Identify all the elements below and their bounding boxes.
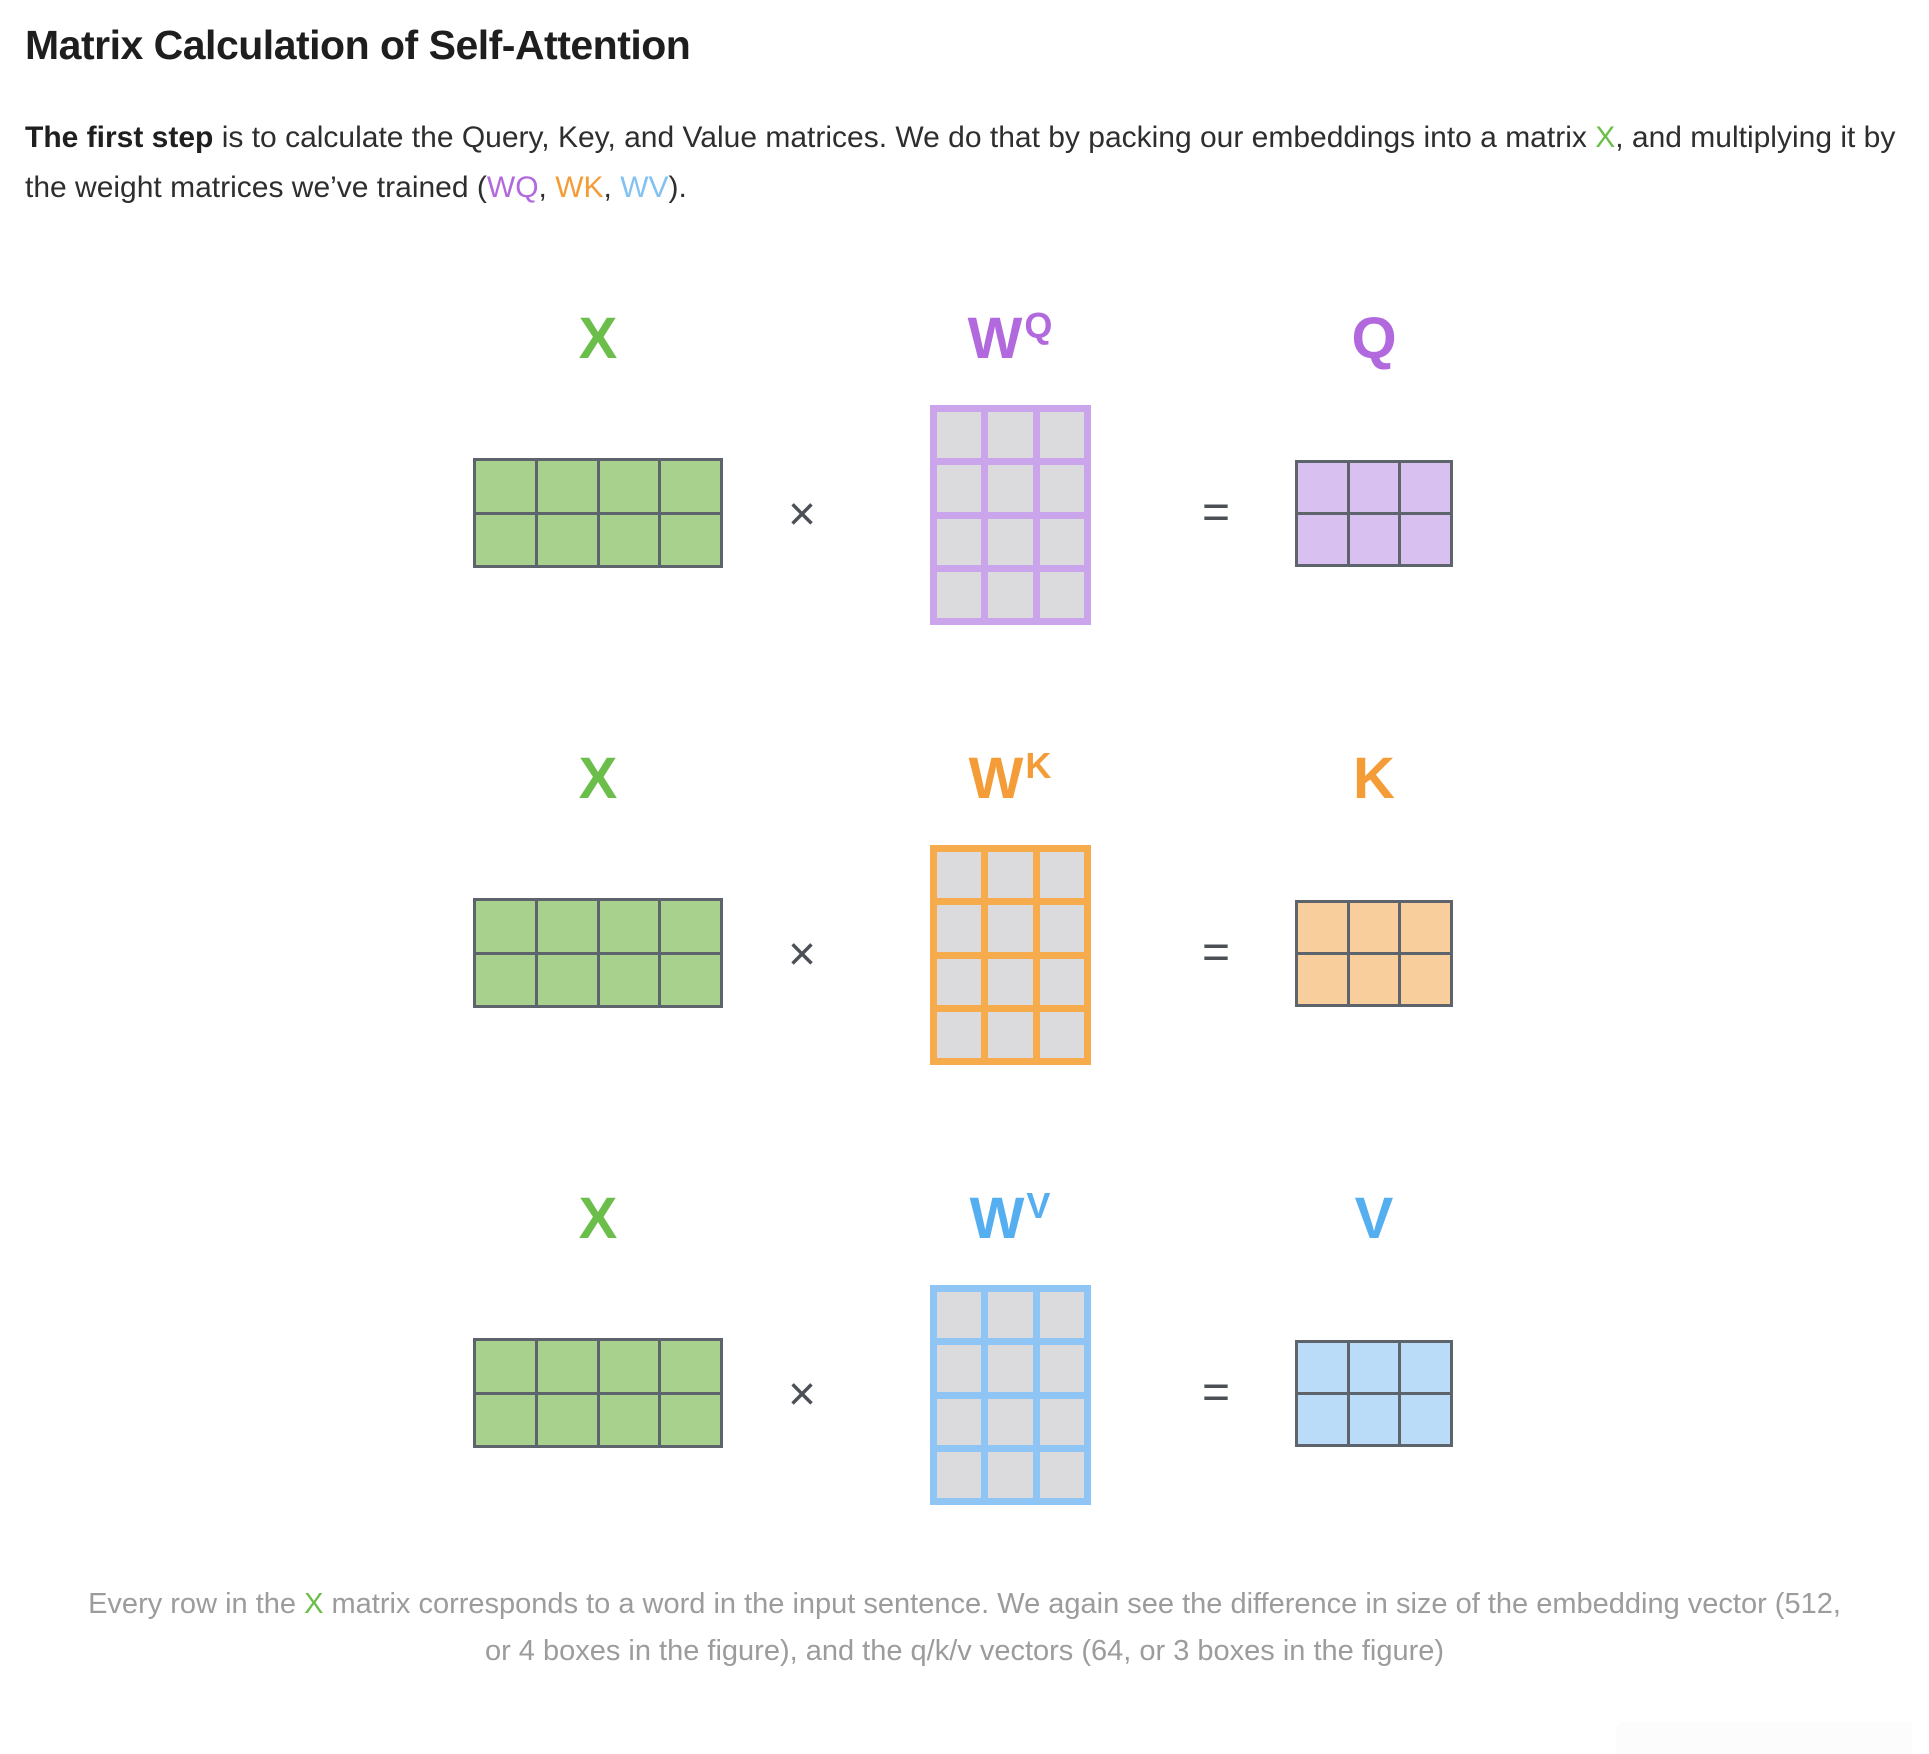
equation-row-v xyxy=(0,1132,1929,1572)
w-label-base: W xyxy=(969,1186,1025,1251)
matrix-cell xyxy=(988,1012,1032,1058)
x-matrix-grid xyxy=(473,458,723,568)
matrix-cell xyxy=(937,959,981,1005)
matrix-cell xyxy=(988,959,1032,1005)
caption-text: Every row in the xyxy=(88,1588,305,1620)
matrix-cell xyxy=(1298,903,1347,952)
matrix-cell xyxy=(538,515,597,566)
matrix-cell xyxy=(538,461,597,512)
wv-matrix-label xyxy=(920,1185,1100,1257)
matrix-cell xyxy=(937,519,981,565)
q-matrix-label: Q xyxy=(1351,306,1397,371)
matrix-cell xyxy=(937,412,981,458)
multiply-operator: × xyxy=(787,1368,817,1421)
caption-text: matrix corresponds to a word in the input sentence. We again see the difference in size of the embedding vector (512, xyxy=(323,1588,1841,1620)
matrix-cell xyxy=(1040,905,1084,951)
matrix-cell xyxy=(661,1341,720,1392)
matrix-cell xyxy=(661,515,720,566)
x-matrix-grid xyxy=(473,1338,723,1448)
matrix-cell xyxy=(1401,955,1450,1004)
w-label-base: W xyxy=(968,746,1024,811)
wq-weight-matrix-grid xyxy=(930,405,1091,625)
matrix-cell xyxy=(1040,1292,1084,1338)
intro-text: , xyxy=(538,171,556,204)
wk-weight-matrix-grid xyxy=(930,845,1091,1065)
matrix-cell xyxy=(1298,955,1347,1004)
wq-matrix-label xyxy=(920,305,1100,377)
matrix-cell xyxy=(937,465,981,511)
matrix-cell xyxy=(1040,519,1084,565)
matrix-cell xyxy=(1298,1395,1347,1444)
matrix-cell xyxy=(1350,463,1399,512)
matrix-cell xyxy=(937,905,981,951)
matrix-cell xyxy=(1350,1343,1399,1392)
matrix-cell xyxy=(988,572,1032,618)
matrix-cell xyxy=(937,1012,981,1058)
matrix-cell xyxy=(988,412,1032,458)
matrix-cell xyxy=(661,955,720,1006)
matrix-cell xyxy=(988,519,1032,565)
matrix-cell xyxy=(1401,515,1450,564)
multiply-operator: × xyxy=(787,928,817,981)
matrix-cell xyxy=(937,852,981,898)
matrix-cell xyxy=(1040,572,1084,618)
matrix-cell xyxy=(988,465,1032,511)
intro-bold-text: The first step xyxy=(25,121,214,154)
matrix-cell xyxy=(600,515,659,566)
matrix-cell xyxy=(988,1345,1032,1391)
matrix-cell xyxy=(476,901,535,952)
matrix-cell xyxy=(937,1452,981,1498)
multiply-operator: × xyxy=(787,488,817,541)
matrix-cell xyxy=(988,1292,1032,1338)
matrix-cell xyxy=(538,955,597,1006)
matrix-cell xyxy=(988,905,1032,951)
matrix-cell xyxy=(476,461,535,512)
matrix-cell xyxy=(1298,515,1347,564)
matrix-cell xyxy=(600,1341,659,1392)
matrix-cell xyxy=(937,1292,981,1338)
matrix-cell xyxy=(937,1345,981,1391)
matrix-cell xyxy=(988,1399,1032,1445)
matrix-cell xyxy=(600,461,659,512)
matrix-cell xyxy=(1350,903,1399,952)
matrix-cell xyxy=(661,461,720,512)
matrix-cell xyxy=(1350,955,1399,1004)
q-result-matrix-grid xyxy=(1295,460,1453,567)
matrix-cell xyxy=(1401,903,1450,952)
matrix-cell xyxy=(600,1395,659,1446)
w-label-base: W xyxy=(967,306,1023,371)
matrix-cell xyxy=(476,515,535,566)
intro-text: is to calculate the Query, Key, and Value matrices. We do that by packing our embeddings into a matrix xyxy=(213,121,1596,154)
matrix-cell xyxy=(1350,1395,1399,1444)
matrix-cell xyxy=(1401,1395,1450,1444)
matrix-cell xyxy=(600,955,659,1006)
x-matrix-grid xyxy=(473,898,723,1008)
intro-text: ). xyxy=(668,171,687,204)
matrix-cell xyxy=(1350,515,1399,564)
wk-matrix-label xyxy=(920,745,1100,817)
w-label-superscript: V xyxy=(1026,1185,1051,1226)
matrix-cell xyxy=(1040,465,1084,511)
matrix-cell xyxy=(538,1395,597,1446)
matrix-cell xyxy=(1401,1343,1450,1392)
bottom-right-overlay[interactable] xyxy=(1616,1722,1912,1754)
matrix-x-term: X xyxy=(1595,121,1616,154)
matrix-cell xyxy=(1040,1452,1084,1498)
matrix-cell xyxy=(1298,1343,1347,1392)
matrix-cell xyxy=(1040,412,1084,458)
matrix-cell xyxy=(1040,1399,1084,1445)
matrix-cell xyxy=(1040,959,1084,1005)
matrix-cell xyxy=(661,1395,720,1446)
equals-operator: = xyxy=(1201,486,1231,539)
k-matrix-label: K xyxy=(1353,746,1395,811)
wv-term: WV xyxy=(620,171,669,204)
matrix-cell xyxy=(988,852,1032,898)
k-result-matrix-grid xyxy=(1295,900,1453,1007)
matrix-cell xyxy=(1040,1012,1084,1058)
matrix-cell xyxy=(1040,1345,1084,1391)
figure-caption-line1 xyxy=(0,1581,1929,1628)
v-matrix-label: V xyxy=(1354,1186,1394,1251)
page-title: Matrix Calculation of Self-Attention xyxy=(25,22,691,68)
matrix-cell xyxy=(538,1341,597,1392)
equation-row-q xyxy=(0,252,1929,692)
wv-weight-matrix-grid xyxy=(930,1285,1091,1505)
intro-text: , xyxy=(603,171,621,204)
w-label-superscript: Q xyxy=(1024,305,1053,346)
matrix-cell xyxy=(1298,463,1347,512)
equals-operator: = xyxy=(1201,926,1231,979)
matrix-cell xyxy=(476,1395,535,1446)
matrix-cell xyxy=(661,901,720,952)
matrix-cell xyxy=(1401,463,1450,512)
x-matrix-label: X xyxy=(578,306,618,371)
matrix-cell xyxy=(476,1341,535,1392)
x-matrix-label: X xyxy=(578,746,618,811)
equation-row-k xyxy=(0,692,1929,1132)
matrix-cell xyxy=(476,955,535,1006)
matrix-cell xyxy=(600,901,659,952)
matrix-cell xyxy=(937,572,981,618)
w-label-superscript: K xyxy=(1025,745,1052,786)
caption-x-term: X xyxy=(304,1588,324,1620)
matrix-cell xyxy=(1040,852,1084,898)
intro-text: , and multiplying it by the weight matrices we’ve trained ( xyxy=(25,121,1896,204)
wk-term: WK xyxy=(555,171,604,204)
matrix-cell xyxy=(538,901,597,952)
intro-paragraph xyxy=(25,113,1913,213)
equals-operator: = xyxy=(1201,1366,1231,1419)
figure-caption-line2: or 4 boxes in the figure), and the q/k/v vectors (64, or 3 boxes in the figure) xyxy=(484,1635,1445,1667)
matrix-cell xyxy=(937,1399,981,1445)
matrix-cell xyxy=(988,1452,1032,1498)
v-result-matrix-grid xyxy=(1295,1340,1453,1447)
wq-term: WQ xyxy=(486,171,539,204)
x-matrix-label: X xyxy=(578,1186,618,1251)
